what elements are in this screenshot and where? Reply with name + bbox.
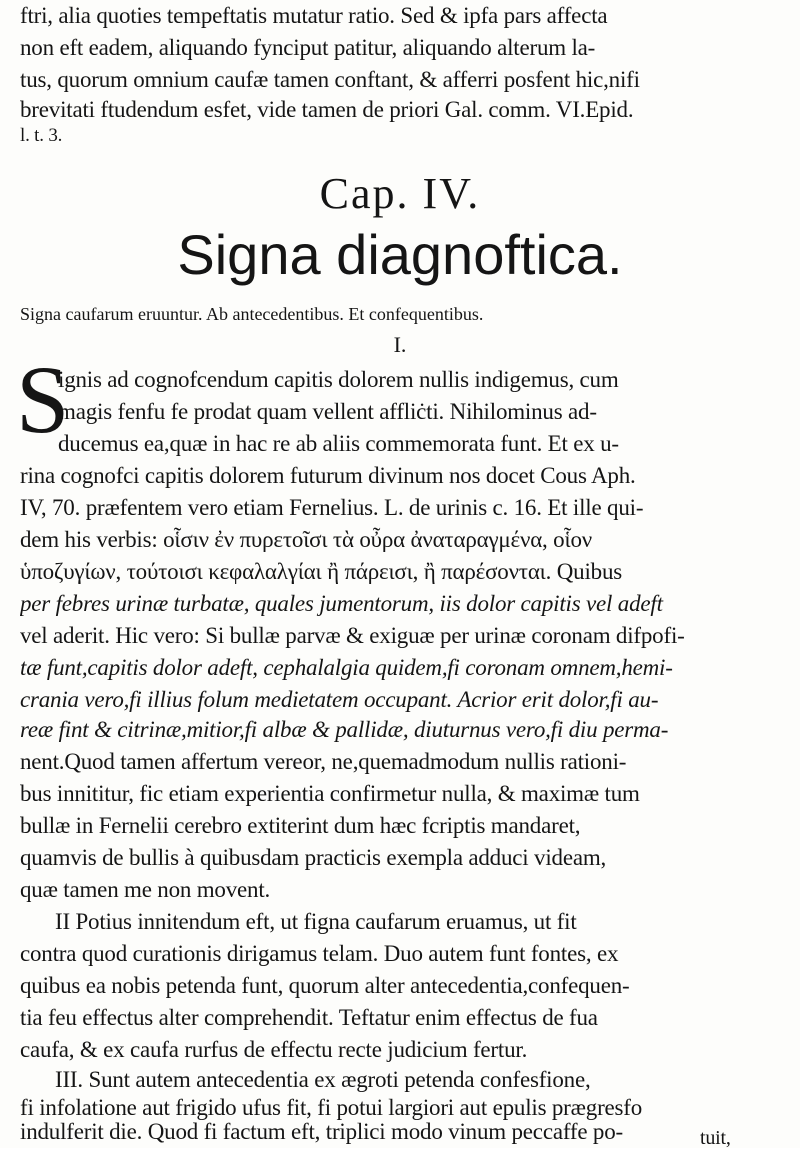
text-line: crania vero,fi illius folum medietatem occupant. Acrior erit dolor,fi au- <box>20 687 659 712</box>
text-line: fi infolatione aut frigido ufus fit, fi potui largiori aut epulis prægresfo <box>20 1095 643 1120</box>
text-line: quamvis de bullis à quibusdam practicis exempla adduci videam, <box>20 845 607 870</box>
text-line: tuit, <box>700 1127 731 1149</box>
chapter-heading: Cap. IV. <box>319 169 481 218</box>
section-numeral: I. <box>393 332 407 357</box>
text-line: contra quod curationis dirigamus telam. Duo autem funt fontes, ex <box>20 941 619 966</box>
text-line: tia feu effectus alter comprehendit. Teftatur enim effectus de fua <box>20 1005 598 1030</box>
text-line: II Potius innitendum eft, ut figna caufarum eruamus, ut fit <box>55 909 577 934</box>
text-line: ὑποζυγίων, τούτοισι κεφαλαλγίαι ἢ πάρεισι, ἢ παρέσονται. Quibus <box>20 559 623 584</box>
text-line: IV, 70. præfentem vero etiam Fernelius. L. de urinis c. 16. Et ille qui- <box>20 495 644 520</box>
drop-cap: S <box>16 346 70 453</box>
text-line: bullæ in Fernelii cerebro extiterint dum hæc fcriptis mandaret, <box>20 813 581 838</box>
text-line: tus, quorum omnium caufæ tamen conftant, & afferri posfent hic,nifi <box>20 67 640 92</box>
text-line: per febres urinæ turbatæ, quales jumentorum, iis dolor capitis vel adeft <box>20 591 663 616</box>
text-line: III. Sunt autem antecedentia ex ægroti petenda confesfione, <box>55 1067 591 1092</box>
text-line: vel aderit. Hic vero: Si bullæ parvæ & exiguæ per urinæ coronam difpofi- <box>20 623 685 648</box>
chapter-summary: Signa caufarum eruuntur. Ab antecedentibus. Et confequentibus. <box>20 304 484 324</box>
text-line: nent.Quod tamen affertum vereor, ne,quemadmodum nullis rationi- <box>20 749 627 774</box>
text-line: ftri, alia quoties tempeftatis mutatur ratio. Sed & ipfa pars affecta <box>20 3 608 28</box>
text-line: rina cognofci capitis dolorem futurum divinum nos docet Cous Aph. <box>20 463 636 488</box>
text-line: quæ tamen me non movent. <box>20 877 271 902</box>
text-line: indulferit die. Quod fi factum eft, triplici modo vinum peccaffe po- <box>20 1119 623 1144</box>
text-line: reæ fint & citrinæ,mitior,fi albæ & pallidæ, diuturnus vero,fi diu perma- <box>20 717 669 742</box>
text-line: bus innititur, fic etiam experientia confirmetur nulla, & maximæ tum <box>20 781 640 806</box>
chapter-title: Signa diagnoftica. <box>177 223 623 286</box>
text-line: non eft eadem, aliquando fynciput patitur, aliquando alterum la- <box>20 35 596 60</box>
text-line: quibus ea nobis petenda funt, quorum alter antecedentia,confequen- <box>20 973 630 998</box>
text-line: ducemus ea,quæ in hac re ab aliis commemorata funt. Et ex u- <box>58 431 619 456</box>
text-line: tæ funt,capitis dolor adeft, cephalalgia quidem,fi coronam omnem,hemi- <box>20 655 673 680</box>
text-line: caufa, & ex caufa rurfus de effectu recte judicium fertur. <box>20 1037 528 1062</box>
text-line: dem his verbis: οἷσιν ἐν πυρετοῖσι τὰ οὖρα ἀναταραγμένα, οἷον <box>20 527 592 552</box>
text-line: magis fenfu fe prodat quam vellent affliċti. Nihilominus ad- <box>58 399 597 424</box>
text-line: ignis ad cognofcendum capitis dolorem nullis indigemus, cum <box>58 367 619 392</box>
text-line: l. t. 3. <box>20 125 63 146</box>
text-line: brevitati ftudendum esfet, vide tamen de priori Gal. comm. VI.Epid. <box>20 97 634 122</box>
